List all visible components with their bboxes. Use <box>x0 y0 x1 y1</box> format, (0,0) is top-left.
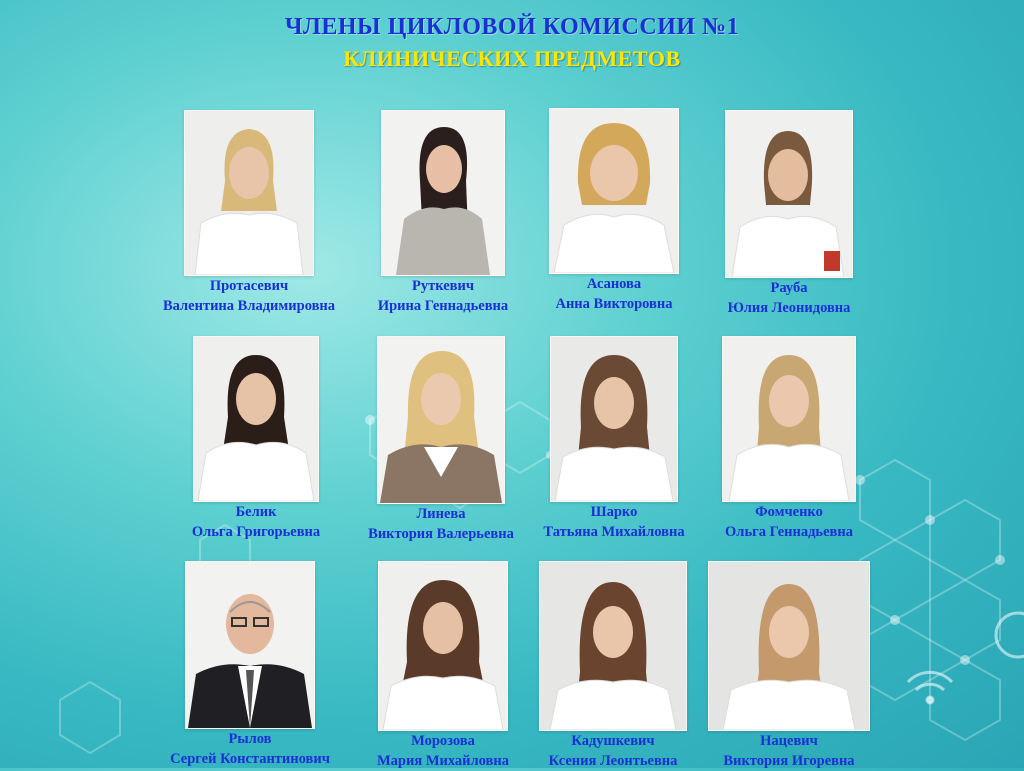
member-photo <box>185 561 315 729</box>
member-card <box>156 561 344 769</box>
member-given-names: Юлия Леонидовна <box>727 300 851 316</box>
member-card <box>712 336 866 542</box>
page-subtitle: КЛИНИЧЕСКИХ ПРЕДМЕТОВ <box>343 46 681 71</box>
member-given-names: Сергей Константинович <box>170 751 330 767</box>
member-surname: Кадушкевич <box>571 733 655 749</box>
member-photo <box>549 108 679 274</box>
member-surname: Линева <box>416 506 466 522</box>
member-given-names: Мария Михайловна <box>377 753 509 769</box>
member-given-names: Ольга Геннадьевна <box>725 524 853 540</box>
member-photo <box>377 336 505 504</box>
member-photo <box>539 561 687 731</box>
member-surname: Рауба <box>770 280 808 296</box>
member-card <box>362 110 524 316</box>
member-surname: Нацевич <box>760 733 818 749</box>
member-photo <box>725 110 853 278</box>
member-card <box>708 561 870 771</box>
member-card <box>536 561 690 771</box>
member-given-names: Виктория Игоревна <box>723 753 855 769</box>
member-surname: Асанова <box>586 276 642 292</box>
member-surname: Морозова <box>411 733 475 749</box>
member-surname: Фомченко <box>755 504 823 520</box>
member-photo <box>381 110 505 276</box>
member-card <box>172 336 340 542</box>
member-card <box>356 336 526 544</box>
member-given-names: Татьяна Михайловна <box>543 524 685 540</box>
member-card <box>540 108 688 314</box>
member-photo <box>708 561 870 731</box>
member-card <box>362 561 524 771</box>
member-given-names: Ольга Григорьевна <box>191 524 321 540</box>
member-given-names: Виктория Валерьевна <box>368 526 514 542</box>
member-given-names: Ирина Геннадьевна <box>377 298 509 314</box>
member-given-names: Ксения Леонтьевна <box>548 753 678 769</box>
member-card <box>718 110 860 318</box>
member-surname: Белик <box>235 504 277 520</box>
member-card <box>150 110 348 316</box>
member-photo <box>550 336 678 502</box>
member-given-names: Анна Викторовна <box>555 296 673 312</box>
member-surname: Руткевич <box>411 278 475 294</box>
member-surname: Рылов <box>228 731 272 747</box>
member-surname: Протасевич <box>209 278 289 294</box>
member-photo <box>722 336 856 502</box>
member-surname: Шарко <box>590 504 638 520</box>
member-photo <box>378 561 508 731</box>
member-card <box>532 336 696 542</box>
member-photo <box>193 336 319 502</box>
page-title: ЧЛЕНЫ ЦИКЛОВОЙ КОМИССИИ №1 <box>284 14 740 40</box>
member-photo <box>184 110 314 276</box>
member-given-names: Валентина Владимировна <box>162 298 336 314</box>
